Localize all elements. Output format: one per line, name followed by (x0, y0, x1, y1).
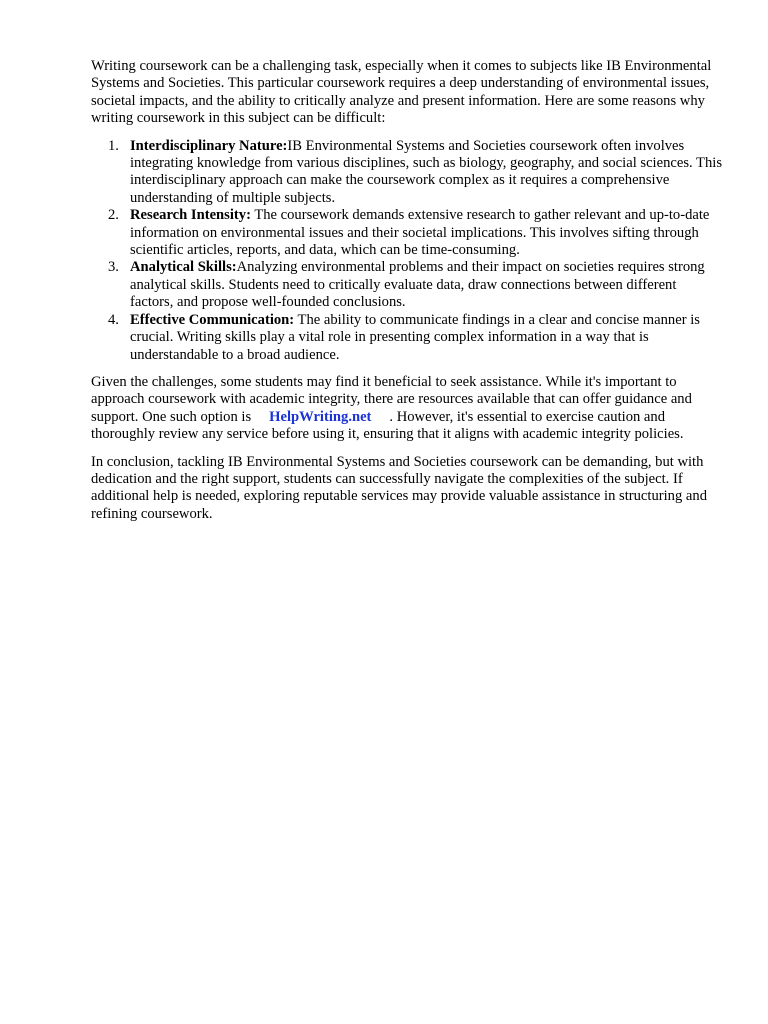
assistance-text-before: Given the challenges, some students may find it beneficial to seek assistance. While it's important to approach coursework with academic integrity, there are resources available that can offer guidance and support. One such option is (91, 373, 692, 425)
document-body (91, 58, 723, 523)
assistance-paragraph (91, 374, 723, 444)
helpwriting-link[interactable]: HelpWriting.net (269, 408, 372, 425)
list-item-number: 4. (108, 311, 119, 328)
list-item-term: Research Intensity: (130, 207, 251, 224)
intro-paragraph: Writing coursework can be a challenging task, especially when it comes to subjects like IB Environmental Systems and Societies. This particular coursework requires a deep understanding of environmental issues, societal impacts, and the ability to critically analyze and present information. Here are some reasons why writing coursework in this subject can be difficult: (91, 58, 712, 127)
list-item-term: Analytical Skills: (130, 259, 237, 276)
list-item-number: 3. (108, 259, 119, 276)
list-item-text: The ability to communicate findings in a clear and concise manner is crucial. Writing skills play a vital role in presenting complex information in a way that is understandable to a broad audience. (130, 311, 700, 363)
list-item (91, 312, 723, 364)
list-item-term: Interdisciplinary Nature: (130, 137, 288, 154)
list-item (91, 259, 723, 311)
conclusion-paragraph: In conclusion, tackling IB Environmental Systems and Societies coursework can be demanding, but with dedication and the right support, students can successfully navigate the complexities of the subject. If additional help is needed, exploring reputable services may provide valuable assistance in structuring and refining coursework. (91, 453, 707, 522)
list-item-term: Effective Communication: (130, 311, 295, 328)
assistance-text-after: . However, it's essential to exercise caution and thoroughly review any service before using it, ensuring that it aligns with academic integrity policies. (91, 408, 684, 443)
reasons-list (91, 138, 723, 364)
list-item-number: 1. (108, 137, 119, 154)
list-item-text: The coursework demands extensive research to gather relevant and up-to-date information on environmental issues and their societal implications. This involves sifting through scientific articles, reports, and data, which can be time-consuming. (130, 207, 710, 259)
list-item (91, 207, 723, 259)
list-item-text: Analyzing environmental problems and their impact on societies requires strong analytical skills. Students need to critically evaluate data, draw connections between different factors, and propose well-founded conclusions. (130, 259, 705, 311)
list-item (91, 138, 723, 208)
list-item-number: 2. (108, 207, 119, 224)
list-item-text: IB Environmental Systems and Societies coursework often involves integrating knowledge from various disciplines, such as biology, geography, and social sciences. This interdisciplinary approach can make the coursework complex as it requires a comprehensive understanding of multiple subjects. (130, 137, 722, 206)
